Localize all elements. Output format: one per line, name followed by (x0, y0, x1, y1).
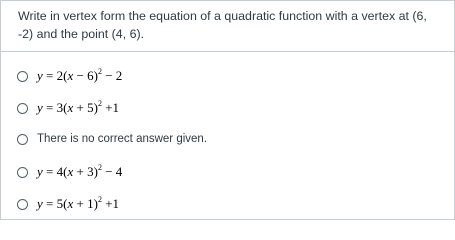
answer-option-2[interactable] (1, 93, 454, 125)
answer-equation-4: $y = 4(x + 3)^2 - 4$ (37, 163, 123, 179)
answer-radio-1[interactable] (17, 71, 28, 82)
answer-radio-2[interactable] (17, 103, 28, 114)
answer-option-4[interactable] (1, 157, 454, 189)
answer-option-5[interactable] (1, 189, 454, 221)
answer-equation-2: $y = 3(x + 5)^2 +1$ (37, 99, 120, 115)
answer-option-3[interactable] (1, 125, 454, 157)
answer-label-3: There is no correct answer given. (37, 133, 208, 145)
answer-radio-4[interactable] (17, 167, 28, 178)
question-header (1, 1, 454, 52)
answer-option-1[interactable] (1, 61, 454, 93)
answer-radio-5[interactable] (17, 199, 28, 210)
answer-radio-3[interactable] (17, 134, 28, 145)
answer-equation-1: $y = 2(x - 6)^2 - 2$ (37, 67, 123, 83)
question-text: Write in vertex form the equation of a quadratic function with a vertex at (6, -2) and the point (4, 6). (18, 9, 427, 41)
answer-equation-5: $y = 5(x + 1)^2 +1$ (37, 195, 120, 211)
